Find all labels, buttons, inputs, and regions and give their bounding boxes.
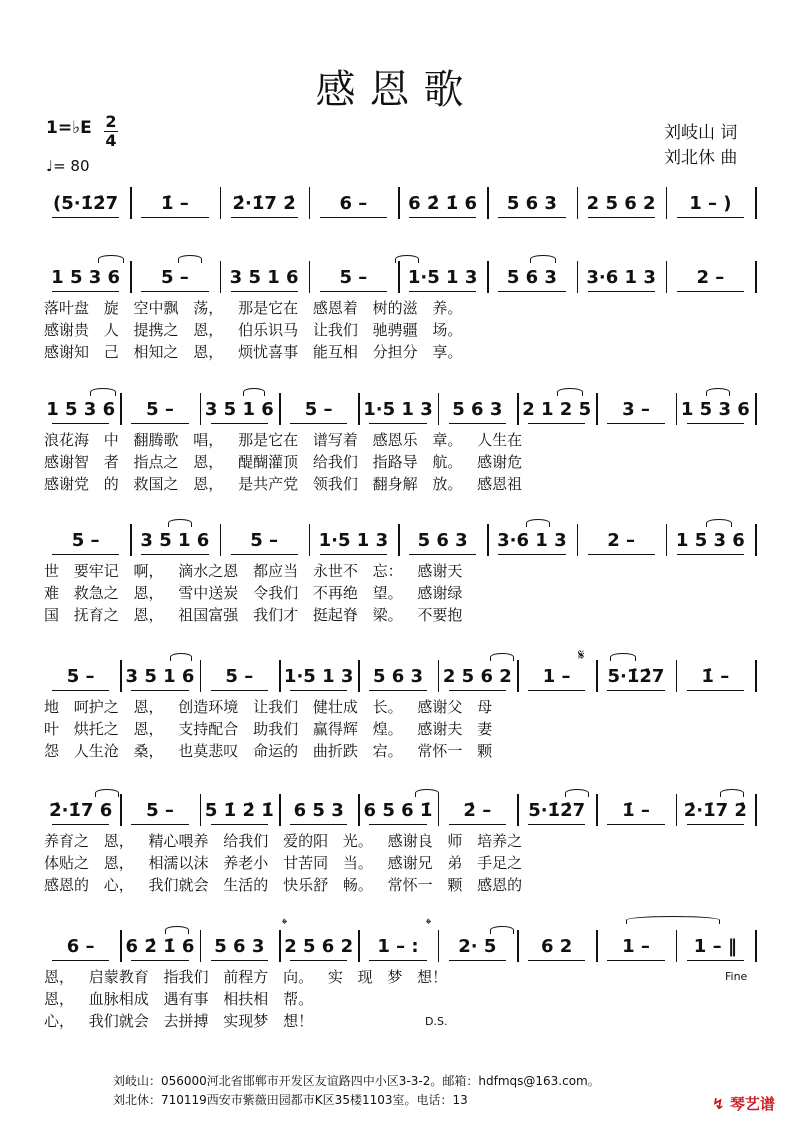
lyric-line: 国 抚育之 恩， 祖国富强 我们才 挺起脊 梁。 不要抱: [44, 606, 463, 624]
bar-line: [120, 660, 122, 692]
measure: 2 5 6 2: [586, 193, 656, 214]
beam-line: [52, 690, 109, 691]
bar-line: [130, 187, 132, 219]
measure: 5 6 3: [417, 530, 468, 551]
beam-line: [607, 824, 664, 825]
score-row: [44, 399, 758, 525]
bar-line: [676, 930, 678, 962]
measure: 6 5 6 1̇: [363, 800, 433, 821]
beam-line: [290, 690, 347, 691]
beam-line: [52, 217, 119, 218]
bar-line: [517, 393, 519, 425]
tie-slur: [610, 653, 636, 661]
measure: 5 –: [66, 666, 95, 687]
beam-line: [607, 690, 664, 691]
lyric-line: 感恩的 心， 我们就会 生活的 快乐舒 畅。 常怀一 颗 感恩的: [44, 876, 523, 894]
beam-line: [369, 690, 426, 691]
beam-line: [131, 690, 188, 691]
tie-slur: [90, 388, 116, 396]
measure: 5 –: [250, 530, 279, 551]
beam-line: [409, 217, 476, 218]
bar-line: [220, 187, 222, 219]
logo-text: 琴艺谱: [729, 1095, 775, 1113]
measure: 1 –: [542, 666, 571, 687]
beam-line: [320, 217, 387, 218]
coda-mark: 𝄌: [426, 915, 432, 933]
bar-line: [120, 794, 122, 826]
lyric-line: 浪花海 中 翻腾歌 唱， 那是它在 谱写着 感恩乐 章。 人生在: [44, 431, 523, 449]
bar-line: [130, 261, 132, 293]
measure: 5 6 3: [452, 399, 503, 420]
beam-line: [320, 554, 387, 555]
beam-line: [528, 690, 585, 691]
measure: 6 5 3: [293, 800, 344, 821]
beam-line: [498, 291, 565, 292]
bar-line: [220, 261, 222, 293]
beam-line: [141, 291, 208, 292]
measure: 2 1 2 5: [522, 399, 592, 420]
beam-line: [409, 291, 476, 292]
measure: 5 –: [146, 399, 174, 420]
bar-line: [279, 930, 281, 962]
bar-line: [755, 261, 757, 293]
measure: 5 –: [160, 267, 189, 288]
tie-slur: [530, 255, 556, 263]
measure: 5 6 3: [214, 936, 265, 957]
measure: 2· 5: [458, 936, 497, 957]
beam-line: [677, 217, 744, 218]
tie-slur: [395, 255, 419, 263]
beam-line: [588, 291, 655, 292]
lyric-line: 地 呵护之 恩， 创造环境 让我们 健壮成 长。 感谢父 母: [44, 698, 493, 716]
tie-slur: [720, 789, 744, 797]
bar-line: [130, 524, 132, 556]
beam-line: [52, 423, 109, 424]
beam-line: [231, 291, 298, 292]
lyric-line: 体贴之 恩， 相濡以沫 养老小 甘苦同 当。 感谢兄 弟 手足之: [44, 854, 523, 872]
bar-line: [398, 524, 400, 556]
measure: 6 –: [339, 193, 368, 214]
bar-line: [596, 660, 598, 692]
beam-line: [369, 423, 426, 424]
footer-contact-2: 刘北休：710119西安市紫薇田园都市K区35楼1103室。电话：13: [113, 1093, 468, 1107]
beam-line: [528, 960, 585, 961]
lyric-line: 落叶盘 旋 空中飘 荡， 那是它在 感恩着 树的滋 养。: [44, 299, 463, 317]
bar-line: [755, 393, 757, 425]
beam-line: [449, 690, 506, 691]
composer-credit: 刘北休 曲: [664, 148, 738, 168]
measure: 6 2̇ 1̇ 6: [408, 193, 478, 214]
bar-line: [358, 794, 360, 826]
beam-line: [528, 824, 585, 825]
beam-line: [607, 423, 664, 424]
tie-slur: [490, 653, 514, 661]
bar-line: [517, 794, 519, 826]
measure: 5 –: [146, 800, 174, 821]
footer-contact-1: 刘岐山：056000河北省邯郸市开发区友谊路四中小区3-3-2。邮箱：hdfmqs@163.com。: [113, 1074, 600, 1088]
beam-line: [409, 554, 476, 555]
bar-line: [120, 393, 122, 425]
beam-line: [211, 690, 268, 691]
measure: 2̇·1̇7 2̇: [683, 800, 747, 821]
beam-line: [211, 824, 268, 825]
measure: 5 6 3: [372, 666, 424, 687]
segno-mark: 𝄋: [578, 646, 585, 664]
measure: 5 –: [339, 267, 368, 288]
tie-slur: [557, 388, 583, 396]
bar-line: [517, 660, 519, 692]
bar-line: [200, 930, 202, 962]
bar-line: [666, 187, 668, 219]
tempo-mark: ♩= 80: [46, 157, 90, 175]
measure: 2 5 6 2: [442, 666, 512, 687]
measure: 3·6 1 3: [497, 530, 567, 551]
lyric-line: 恩， 启蒙教育 指我们 前程方 向。 实 现 梦 想！: [44, 968, 448, 986]
bar-line: [200, 660, 202, 692]
measure: 1 – ‖: [693, 936, 737, 957]
score-row: [44, 800, 758, 926]
tie-slur: [706, 388, 730, 396]
bar-line: [755, 524, 757, 556]
beam-line: [231, 217, 298, 218]
measure: 1 5 3 6: [46, 399, 116, 420]
beam-line: [131, 423, 188, 424]
tie-slur: [243, 388, 265, 396]
beam-line: [607, 960, 664, 961]
measure: 5 –: [304, 399, 333, 420]
bar-line: [517, 930, 519, 962]
beam-line: [498, 554, 565, 555]
lyric-line: 感谢党 的 救国之 恩， 是共产党 领我们 翻身解 放。 感恩祖: [44, 475, 523, 493]
beam-line: [141, 217, 208, 218]
measure: 2 –: [607, 530, 636, 551]
bar-line: [577, 261, 579, 293]
bar-line: [755, 660, 757, 692]
beam-line: [290, 423, 347, 424]
measure: 5·1̇2̇7: [607, 666, 665, 687]
bar-line: [398, 261, 400, 293]
measure: 1 5 3 6: [51, 267, 121, 288]
bar-line: [279, 393, 281, 425]
score-row: [44, 936, 758, 1062]
song-title: 感恩歌: [315, 67, 478, 113]
measure: 2̇·1̇7 2̇: [232, 193, 296, 214]
beam-line: [588, 554, 655, 555]
time-signature-top: 2: [105, 112, 117, 131]
tie-slur: [165, 926, 189, 934]
beam-line: [52, 960, 109, 961]
bar-line: [676, 794, 678, 826]
coda-mark: 𝄌: [282, 915, 288, 933]
beam-line: [290, 824, 347, 825]
beam-line: [52, 554, 119, 555]
measure: 1 5 3 6: [675, 530, 745, 551]
score-row: [44, 530, 758, 656]
measure: (5·1̇2̇7: [53, 193, 119, 214]
lyric-line: 感谢贵 人 提携之 恩， 伯乐识马 让我们 驰骋疆 场。: [44, 321, 463, 339]
beam-line: [588, 217, 655, 218]
score-row: [44, 193, 758, 253]
bar-line: [279, 660, 281, 692]
measure: 1 –: [622, 936, 650, 957]
measure: 5 –: [225, 666, 254, 687]
measure: 3 5 1 6: [140, 530, 210, 551]
time-signature: [104, 114, 118, 149]
bar-line: [438, 930, 440, 962]
lyric-line: 怨 人生沧 桑， 也莫悲叹 命运的 曲折跌 宕。 常怀一 颗: [44, 742, 493, 760]
lyric-line: 感谢智 者 指点之 恩， 醍醐灌顶 给我们 指路导 航。 感谢危: [44, 453, 523, 471]
lyric-line: 难 救急之 恩， 雪中送炭 令我们 不再绝 望。 感谢绿: [44, 584, 463, 602]
bar-line: [755, 187, 757, 219]
measure: 1 – :: [377, 936, 419, 957]
beam-line: [528, 423, 585, 424]
beam-line: [687, 824, 744, 825]
measure: 1·5 1 3: [407, 267, 478, 288]
bar-line: [200, 393, 202, 425]
measure: 5 6 3: [506, 193, 557, 214]
tie-slur: [526, 519, 550, 527]
beam-line: [687, 423, 744, 424]
bar-line: [438, 794, 440, 826]
measure: 6 –: [66, 936, 95, 957]
fine-mark: Fine: [725, 970, 748, 983]
beam-line: [320, 291, 387, 292]
measure: 1·5 1 3: [283, 666, 354, 687]
bar-line: [755, 794, 757, 826]
site-logo: [712, 1093, 775, 1114]
beam-line: [231, 554, 298, 555]
beam-line: [52, 824, 109, 825]
lyric-line: 世 要牢记 啊， 滴水之恩 都应当 永世不 忘： 感谢天: [44, 562, 463, 580]
tie-slur: [490, 926, 514, 934]
measure: 1̇ –: [622, 800, 650, 821]
beam-line: [290, 960, 347, 961]
tie-slur: [168, 519, 192, 527]
measure: 5 6 3: [506, 267, 557, 288]
measure: 3 5 1 6: [125, 666, 195, 687]
beam-line: [131, 960, 188, 961]
measure: 5 1̇ 2̇ 1̇: [204, 800, 274, 821]
bar-line: [487, 524, 489, 556]
bar-line: [666, 524, 668, 556]
time-signature-bottom: 4: [105, 131, 117, 150]
measure: 3·6 1 3: [586, 267, 656, 288]
measure: 6 2: [541, 936, 573, 957]
logo-icon: ↯: [712, 1095, 725, 1113]
bar-line: [309, 524, 311, 556]
bar-line: [596, 794, 598, 826]
lyric-line: 恩， 血脉相成 遇有事 相扶相 帮。: [44, 990, 314, 1008]
measure: 2̇ –: [463, 800, 492, 821]
measure: 3 5 1 6: [229, 267, 299, 288]
bar-line: [676, 393, 678, 425]
lyricist-credit: 刘岐山 词: [664, 123, 738, 143]
beam-line: [52, 291, 119, 292]
bar-line: [120, 930, 122, 962]
measure: 1 5 3 6: [680, 399, 750, 420]
measure: 5 –: [71, 530, 100, 551]
beam-line: [369, 960, 426, 961]
measure: 3 5 1 6: [204, 399, 274, 420]
score-row: [44, 666, 758, 792]
bar-line: [577, 524, 579, 556]
bar-line: [596, 930, 598, 962]
key-signature: 1=♭E: [46, 118, 92, 138]
measure: 1·5 1 3: [318, 530, 389, 551]
measure: 2̇·1̇7 6: [49, 800, 113, 821]
measure: 5·1̇2̇7: [528, 800, 586, 821]
lyric-line: 养育之 恩， 精心喂养 给我们 爱的阳 光。 感谢良 师 培养之: [44, 832, 523, 850]
beam-line: [449, 960, 506, 961]
bar-line: [220, 524, 222, 556]
measure: 1 – ): [689, 193, 732, 214]
bar-line: [279, 794, 281, 826]
measure: 2 –: [696, 267, 725, 288]
beam-line: [131, 824, 188, 825]
beam-line: [369, 824, 426, 825]
measure: 1̇ –: [701, 666, 730, 687]
bar-line: [358, 930, 360, 962]
tie-slur: [415, 789, 439, 797]
lyric-line: 叶 烘托之 恩， 支持配合 助我们 赢得辉 煌。 感谢夫 妻: [44, 720, 493, 738]
measure: 1̇ –: [160, 193, 189, 214]
bar-line: [438, 660, 440, 692]
measure: 2 5 6 2: [284, 936, 354, 957]
beam-line: [687, 690, 744, 691]
bar-line: [577, 187, 579, 219]
tie-slur: [178, 255, 202, 263]
bar-line: [676, 660, 678, 692]
tie-slur: [170, 653, 192, 661]
measure: 6 2̇ 1̇ 6: [125, 936, 195, 957]
beam-line: [677, 291, 744, 292]
beam-line: [211, 960, 268, 961]
lyric-line: 心， 我们就会 去拼搏 实现梦 想！: [44, 1012, 314, 1030]
tie-slur: [626, 916, 720, 924]
tie-slur: [565, 789, 589, 797]
measure: 1·5 1 3: [363, 399, 433, 420]
bar-line: [398, 187, 400, 219]
bar-line: [596, 393, 598, 425]
tie-slur: [706, 519, 732, 527]
measure: 3 –: [622, 399, 650, 420]
bar-line: [438, 393, 440, 425]
tie-slur: [98, 255, 124, 263]
bar-line: [358, 393, 360, 425]
tie-slur: [95, 789, 119, 797]
beam-line: [687, 960, 744, 961]
bar-line: [666, 261, 668, 293]
bar-line: [200, 794, 202, 826]
bar-line: [487, 187, 489, 219]
beam-line: [211, 423, 268, 424]
bar-line: [309, 261, 311, 293]
beam-line: [449, 423, 506, 424]
lyric-line: 感谢知 己 相知之 恩， 烦忧喜事 能互相 分担分 享。: [44, 343, 463, 361]
beam-line: [677, 554, 744, 555]
beam-line: [449, 824, 506, 825]
bar-line: [358, 660, 360, 692]
bar-line: [309, 187, 311, 219]
bar-line: [487, 261, 489, 293]
beam-line: [498, 217, 565, 218]
ds-mark: D.S.: [425, 1015, 448, 1028]
score-row: [44, 267, 758, 393]
bar-line: [755, 930, 757, 962]
beam-line: [141, 554, 208, 555]
